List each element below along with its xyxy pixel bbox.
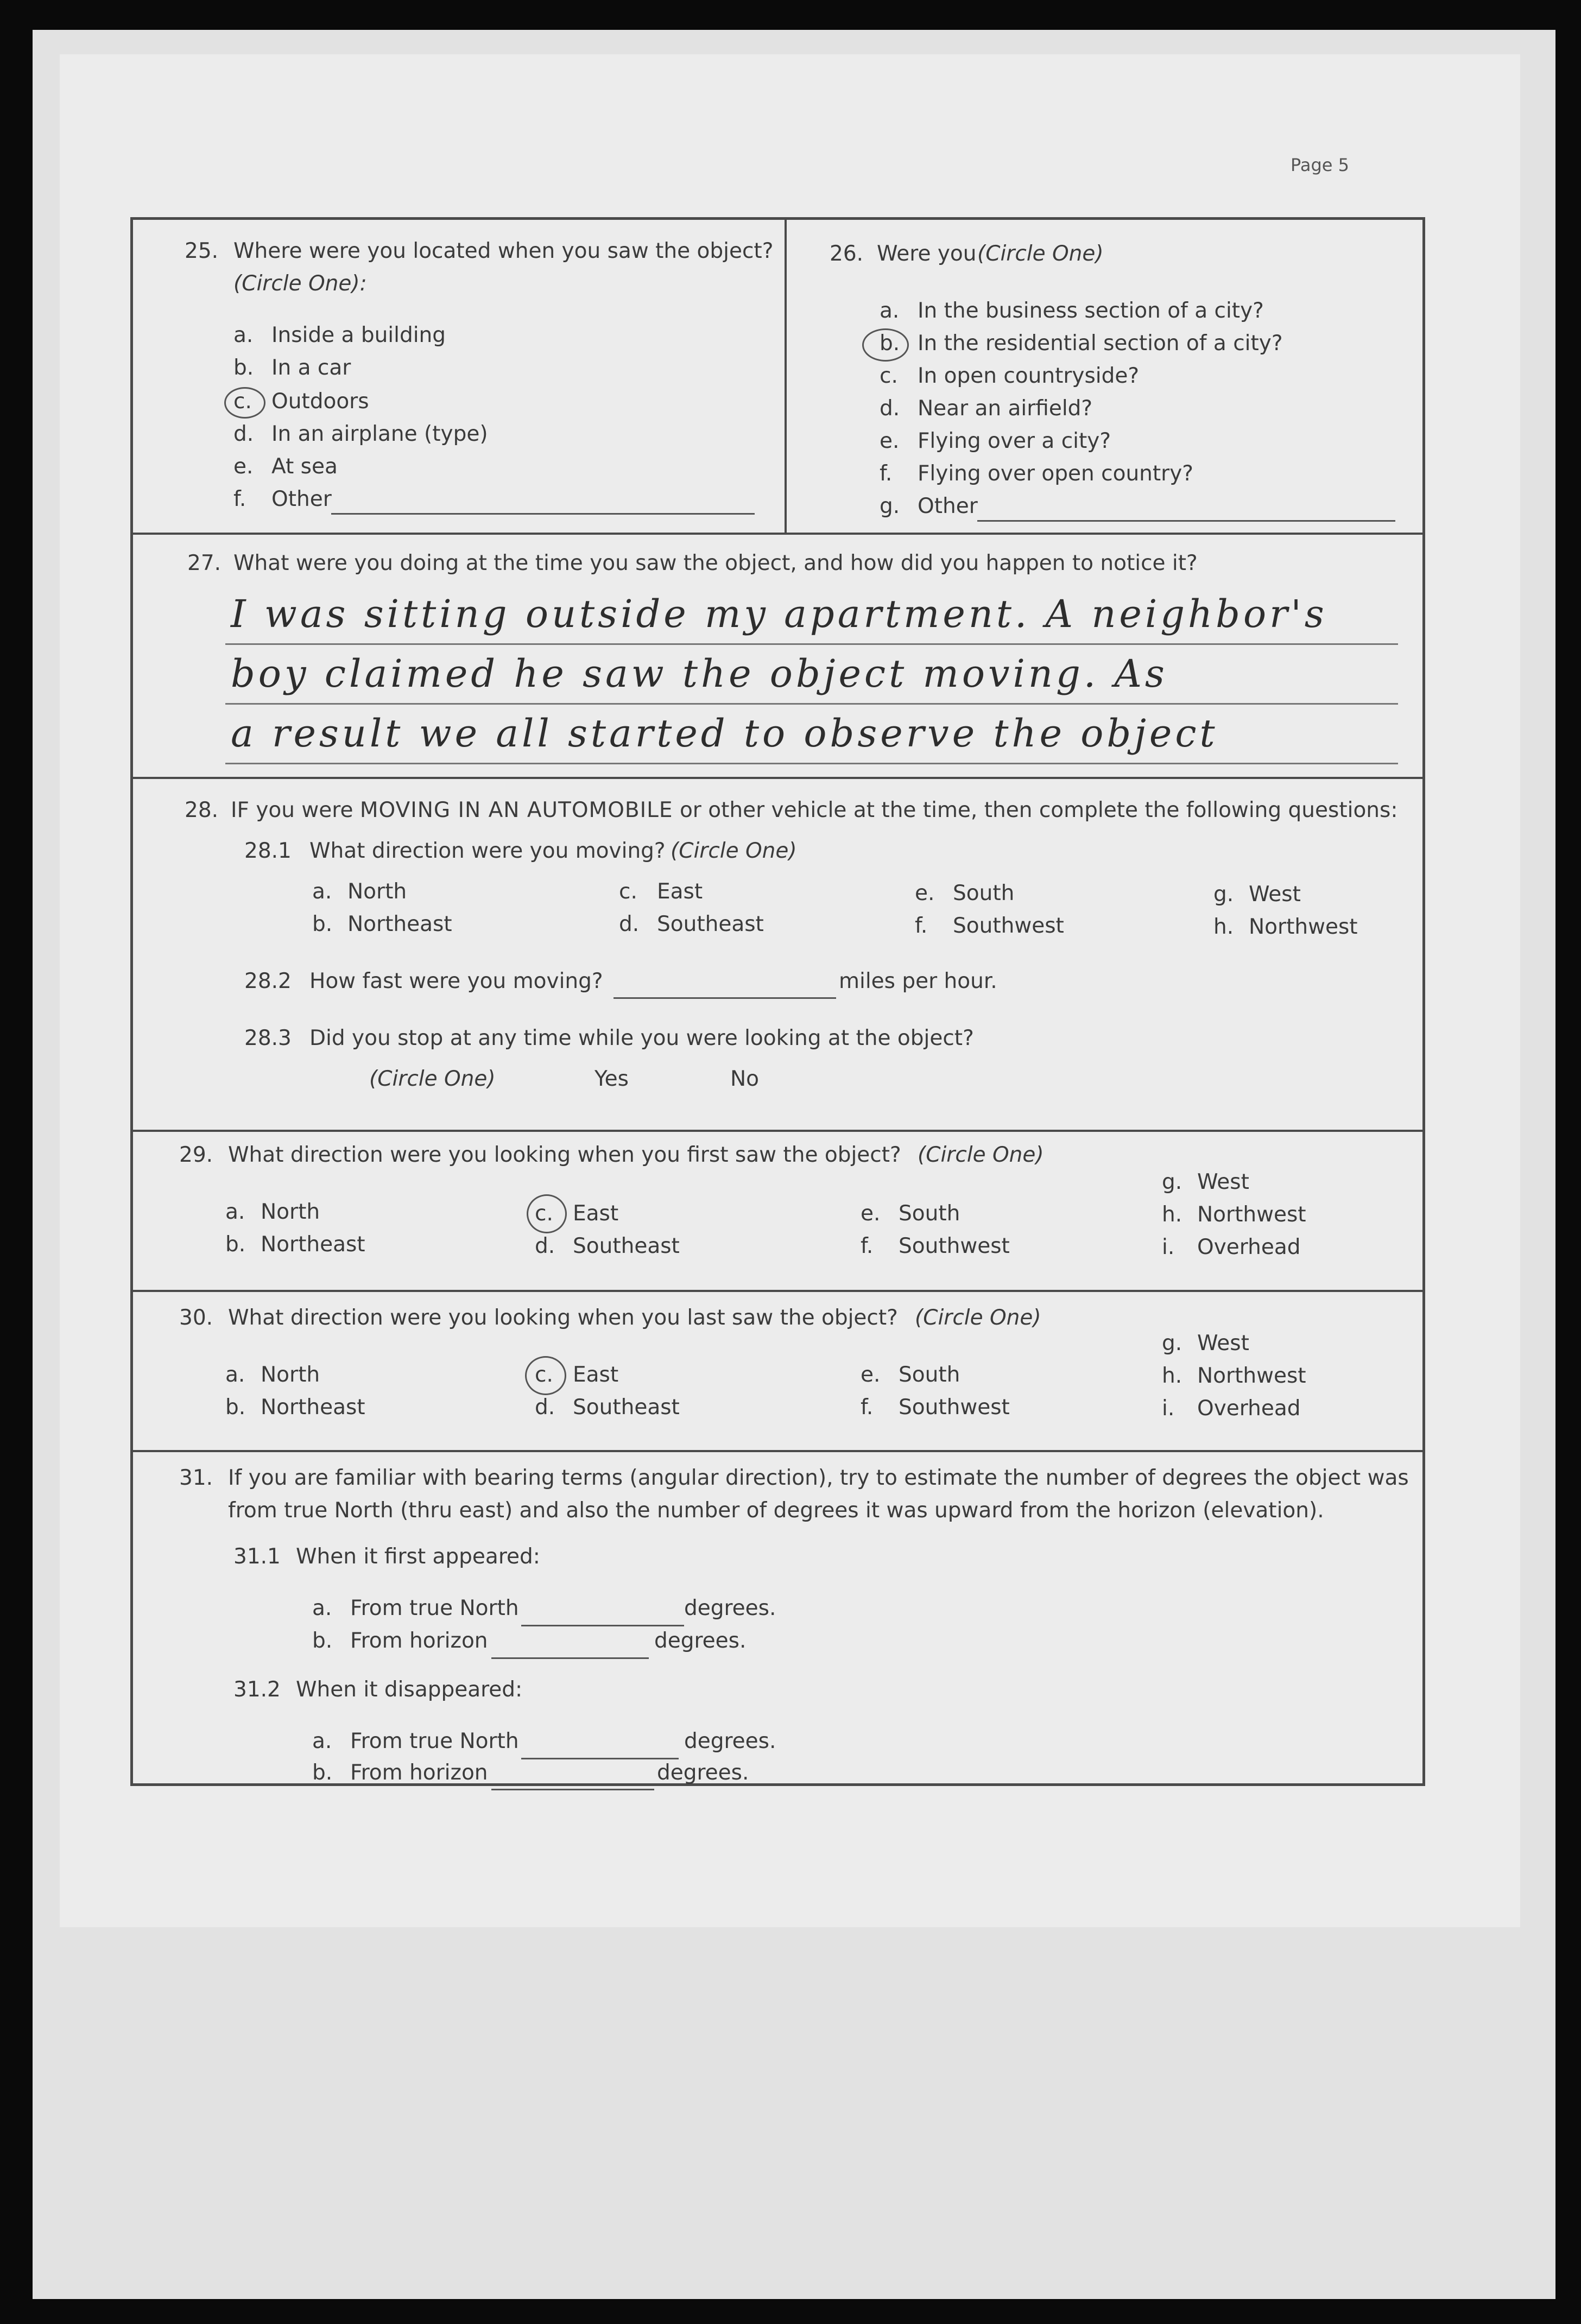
section-27: [133, 535, 1422, 779]
q25-option-letter: a.: [233, 323, 254, 347]
q29-option-label[interactable]: Southwest: [899, 1234, 1010, 1258]
q26-selection-circle: [862, 328, 909, 362]
q28-1-option-label[interactable]: Southwest: [953, 914, 1064, 938]
q28-1-number: 28.1: [244, 839, 292, 863]
q30-option-label[interactable]: Northwest: [1197, 1364, 1306, 1388]
q28-1-question: What direction were you moving?: [309, 839, 666, 863]
q30-selection-circle: [525, 1356, 566, 1395]
q28-2-unit: miles per hour.: [839, 969, 997, 993]
page-number: Page 5: [1291, 155, 1349, 175]
q27-answer-line-1[interactable]: I was sitting outside my apartment. A neighbor's: [231, 592, 1327, 636]
q30-option-letter: g.: [1162, 1331, 1182, 1356]
q29-number: 29.: [179, 1143, 213, 1167]
q30-option-letter: h.: [1162, 1364, 1182, 1388]
q31-1-label: When it first appeared:: [296, 1544, 540, 1569]
q25-option-label[interactable]: Outdoors: [271, 389, 369, 414]
q31-2a-letter: a.: [312, 1729, 332, 1753]
q30-option-label[interactable]: Northeast: [261, 1395, 365, 1420]
q30-option-label[interactable]: West: [1197, 1331, 1249, 1356]
q28-1-option-letter: h.: [1213, 915, 1234, 939]
q28-1-option-label[interactable]: East: [657, 879, 703, 904]
q28-1-option-letter: f.: [915, 914, 928, 938]
q28-1-option-letter: g.: [1213, 882, 1234, 907]
section-29: [133, 1132, 1422, 1292]
q25-option-label[interactable]: Other: [271, 487, 332, 511]
q29-option-label[interactable]: East: [573, 1201, 619, 1226]
q26-option-label[interactable]: Other: [918, 494, 978, 518]
q29-option-label[interactable]: Northeast: [261, 1232, 365, 1257]
q27-answer-rule: [225, 643, 1398, 645]
q28-3-yes-option[interactable]: Yes: [595, 1067, 629, 1091]
q27-answer-line-3[interactable]: a result we all started to observe the object: [231, 711, 1218, 756]
q30-instruction: (Circle One): [915, 1306, 1041, 1330]
q28-2-speed-field[interactable]: [614, 981, 836, 999]
q31-1b-degrees-field[interactable]: [491, 1641, 649, 1659]
q28-1-instruction: (Circle One): [671, 839, 797, 863]
q25-option-letter: f.: [233, 487, 246, 511]
q25-option-label[interactable]: In an airplane (type): [271, 422, 488, 446]
q31-1a-unit: degrees.: [684, 1596, 776, 1620]
q25-option-letter: c.: [233, 389, 252, 414]
q28-1-option-letter: b.: [312, 912, 333, 936]
q26-option-letter: b.: [880, 331, 900, 356]
q31-2-number: 31.2: [233, 1677, 281, 1702]
q31-2b-unit: degrees.: [657, 1761, 749, 1785]
q28-number: 28.: [185, 798, 219, 822]
q25-option-label[interactable]: In a car: [271, 356, 351, 380]
q29-instruction: (Circle One): [918, 1143, 1044, 1167]
q31-text-line-1: If you are familiar with bearing terms (angular direction), try to estimate the number of degrees the object was: [228, 1466, 1409, 1490]
q28-1-option-letter: a.: [312, 879, 332, 904]
q28-1-option-letter: c.: [619, 879, 637, 904]
column-divider: [785, 220, 787, 535]
q25-option-letter: b.: [233, 356, 254, 380]
q30-option-label[interactable]: North: [261, 1363, 320, 1387]
q29-option-letter: b.: [225, 1232, 246, 1257]
q30-option-label[interactable]: Overhead: [1197, 1396, 1301, 1421]
questionnaire-form: [130, 217, 1425, 1786]
q31-1a-degrees-field[interactable]: [521, 1609, 684, 1626]
q31-1b-unit: degrees.: [654, 1629, 747, 1653]
q29-option-letter: i.: [1162, 1235, 1175, 1259]
q28-3-question: Did you stop at any time while you were looking at the object?: [309, 1026, 974, 1050]
q30-option-label[interactable]: East: [573, 1363, 619, 1387]
q29-option-letter: f.: [861, 1234, 874, 1258]
q29-option-letter: h.: [1162, 1202, 1182, 1227]
q28-3-number: 28.3: [244, 1026, 292, 1050]
q29-option-label[interactable]: Overhead: [1197, 1235, 1301, 1259]
q27-question: What were you doing at the time you saw the object, and how did you happen to notice it?: [233, 551, 1198, 575]
q26-option-letter: f.: [880, 461, 893, 486]
q31-1b-label: From horizon: [350, 1629, 488, 1653]
q29-question: What direction were you looking when you first saw the object?: [228, 1143, 901, 1167]
q26-instruction: (Circle One): [977, 242, 1104, 266]
q26-number: 26.: [830, 242, 864, 266]
q30-question: What direction were you looking when you last saw the object?: [228, 1306, 898, 1330]
q28-1-option-label[interactable]: West: [1249, 882, 1301, 907]
q30-option-letter: e.: [861, 1363, 881, 1387]
q27-answer-rule: [225, 763, 1398, 764]
section-25-26: [133, 220, 1422, 535]
q31-1a-letter: a.: [312, 1596, 332, 1620]
q28-1-option-label[interactable]: North: [347, 879, 407, 904]
q30-option-letter: a.: [225, 1363, 245, 1387]
q31-2b-label: From horizon: [350, 1761, 488, 1785]
q29-option-letter: c.: [535, 1201, 553, 1226]
q26-option-label[interactable]: Flying over a city?: [918, 429, 1111, 453]
q31-number: 31.: [179, 1466, 213, 1490]
q25-other-field[interactable]: [331, 497, 755, 515]
section-28: [133, 779, 1422, 1132]
q30-option-letter: d.: [535, 1395, 555, 1420]
q26-option-label[interactable]: In the residential section of a city?: [918, 331, 1283, 356]
q29-option-letter: a.: [225, 1200, 245, 1224]
q29-selection-circle: [527, 1194, 567, 1233]
q26-option-letter: d.: [880, 396, 900, 421]
q25-instruction: (Circle One):: [233, 271, 367, 296]
q29-option-label[interactable]: Southeast: [573, 1234, 680, 1258]
q31-2a-label: From true North: [350, 1729, 519, 1753]
q30-option-letter: i.: [1162, 1396, 1175, 1421]
q29-option-label[interactable]: West: [1197, 1170, 1249, 1194]
q29-option-label[interactable]: South: [899, 1201, 960, 1226]
q28-question: IF you were MOVING IN AN AUTOMOBILE or other vehicle at the time, then complete the following questions:: [231, 798, 1398, 822]
q28-1-option-label[interactable]: Northwest: [1249, 915, 1358, 939]
q26-option-label[interactable]: In open countryside?: [918, 364, 1140, 388]
section-30: [133, 1292, 1422, 1452]
q25-option-label[interactable]: Inside a building: [271, 323, 446, 347]
section-31: [133, 1452, 1422, 1789]
q26-option-label[interactable]: In the business section of a city?: [918, 299, 1264, 323]
q27-number: 27.: [187, 551, 222, 575]
q27-answer-line-2[interactable]: boy claimed he saw the object moving. As: [231, 651, 1168, 696]
q31-2b-degrees-field[interactable]: [491, 1772, 654, 1790]
q30-number: 30.: [179, 1306, 213, 1330]
q30-option-letter: c.: [535, 1363, 553, 1387]
q29-option-letter: g.: [1162, 1170, 1182, 1194]
q30-option-label[interactable]: Southwest: [899, 1395, 1010, 1420]
q30-option-label[interactable]: Southeast: [573, 1395, 680, 1420]
q26-question: Were you: [877, 242, 977, 266]
q31-text-line-2: from true North (thru east) and also the number of degrees it was upward from the horizon (elevation).: [228, 1498, 1324, 1523]
q31-1-number: 31.1: [233, 1544, 281, 1569]
q31-1b-letter: b.: [312, 1629, 333, 1653]
q25-option-letter: e.: [233, 454, 254, 479]
q25-option-letter: d.: [233, 422, 254, 446]
q26-option-letter: c.: [880, 364, 898, 388]
q28-2-question: How fast were you moving?: [309, 969, 603, 993]
q31-2a-degrees-field[interactable]: [521, 1742, 679, 1759]
q25-selection-circle: [224, 387, 265, 419]
q31-2a-unit: degrees.: [684, 1729, 776, 1753]
q28-1-option-letter: e.: [915, 881, 935, 905]
q28-1-option-label[interactable]: Southeast: [657, 912, 764, 936]
q28-1-option-label[interactable]: Northeast: [347, 912, 452, 936]
q28-1-option-letter: d.: [619, 912, 640, 936]
q28-1-option-label[interactable]: South: [953, 881, 1015, 905]
q31-2-label: When it disappeared:: [296, 1677, 523, 1702]
q29-option-label[interactable]: Northwest: [1197, 1202, 1306, 1227]
q30-option-letter: f.: [861, 1395, 874, 1420]
q31-2b-letter: b.: [312, 1761, 333, 1785]
q30-option-letter: b.: [225, 1395, 246, 1420]
q25-question: Where were you located when you saw the object?: [233, 239, 774, 263]
q26-option-label[interactable]: Near an airfield?: [918, 396, 1093, 421]
q30-option-label[interactable]: South: [899, 1363, 960, 1387]
q26-option-letter: e.: [880, 429, 900, 453]
q28-2-number: 28.2: [244, 969, 292, 993]
q25-option-label[interactable]: At sea: [271, 454, 338, 479]
q26-option-label[interactable]: Flying over open country?: [918, 461, 1193, 486]
q29-option-letter: d.: [535, 1234, 555, 1258]
q26-option-letter: a.: [880, 299, 900, 323]
q27-answer-rule: [225, 703, 1398, 705]
q29-option-label[interactable]: North: [261, 1200, 320, 1224]
q26-other-field[interactable]: [977, 504, 1395, 522]
q26-option-letter: g.: [880, 494, 900, 518]
q29-option-letter: e.: [861, 1201, 881, 1226]
q28-3-instruction: (Circle One): [369, 1067, 496, 1091]
q25-number: 25.: [185, 239, 219, 263]
q31-1a-label: From true North: [350, 1596, 519, 1620]
q28-3-no-option[interactable]: No: [730, 1067, 760, 1091]
